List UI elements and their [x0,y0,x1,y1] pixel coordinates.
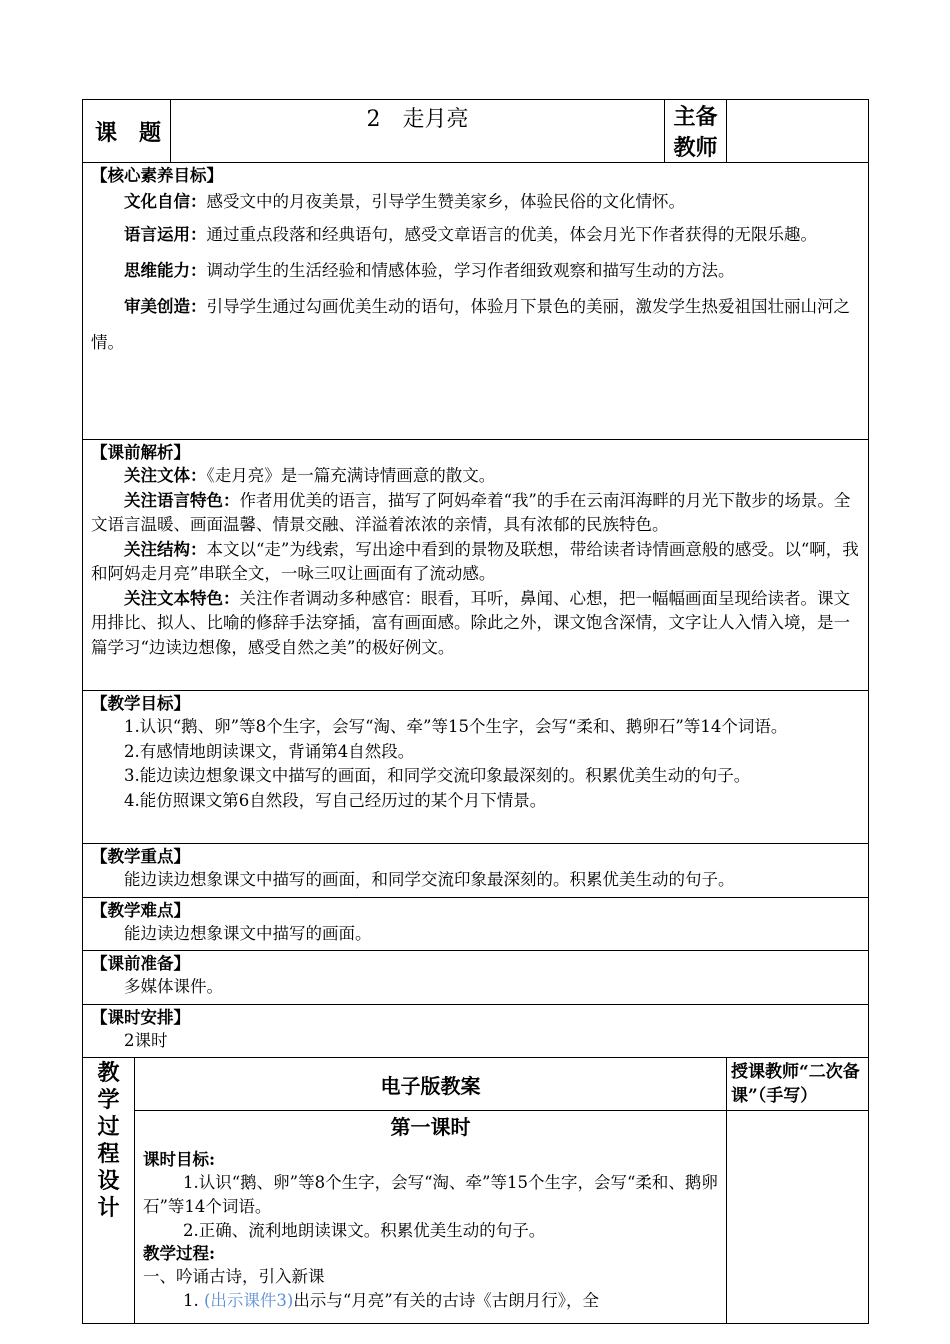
analysis-item: 关注文体：《走月亮》是一篇充满诗情画意的散文。 [124,466,496,485]
goal-item: 2.有感情地朗读课文，背诵第4自然段。 [124,741,415,761]
goal-item: 1.认识“鹅、卵”等8个生字，会写“淘、牵”等15个生字，会写“柔和、鹅卵石”等14个词语。 [124,717,788,736]
difficult-text: 能边读边想象课文中描写的画面。 [124,923,372,943]
process-step-item: 1. (出示课件3)出示与“月亮”有关的古诗《古朗月行》，全 [183,1291,599,1310]
electronic-plan-header: 电子版教案 [135,1058,727,1111]
prep-title: 【课前准备】 [91,954,190,973]
prep-section [83,951,869,1005]
goal-item: 3.能边读边想象课文中描写的画面，和同学交流印象最深刻的。积累优美生动的句子。 [124,766,751,785]
lesson-plan-sheet [82,99,868,1324]
schedule-section [83,1004,869,1058]
lesson-content [135,1111,727,1324]
courseware-link[interactable]: (出示课件3) [204,1291,294,1310]
teacher-notes-cell[interactable] [727,1111,869,1324]
analysis-cell [83,440,869,691]
goal-item: 4.能仿照课文第6自然段，写自己经历过的某个月下情景。 [124,790,547,810]
core-item: 思维能力：调动学生的生活经验和情感体验，学习作者细致观察和描写生动的方法。 [124,261,735,280]
lesson-plan-table [82,99,869,1324]
header-row [83,100,869,163]
teacher-notes-header: 授课教师“二次备课”（手写） [727,1058,869,1111]
key-text: 能边读边想象课文中描写的画面，和同学交流印象最深刻的。积累优美生动的句子。 [124,870,735,889]
objective-item: 1.认识“鹅、卵”等8个生字，会写“淘、牵”等15个生字，会写“柔和、鹅卵石”等14个词语。 [143,1173,718,1216]
objectives-label: 课时目标: [143,1150,216,1169]
topic-value: 2 走月亮 [366,107,469,132]
difficult-title: 【教学难点】 [91,900,190,920]
schedule-title: 【课时安排】 [91,1007,190,1027]
analysis-item: 关注结构：本文以“走”为线索，写出途中看到的景物及联想，带给读者诗情画意般的感受。以“啊，我和阿妈走月亮”串联全文，一咏三叹让画面有了流动感。 [91,539,859,583]
process-header-row [83,1058,869,1111]
schedule-cell [83,1004,869,1058]
analysis-section [83,440,869,691]
topic-value-cell [171,100,665,163]
topic-label: 课 题 [95,119,162,146]
goals-section [83,691,869,844]
process-side-label: 教 学 过 程 设 计 [83,1058,135,1324]
core-item: 审美创造：引导学生通过勾画优美生动的语句，体验月下景色的美丽，激发学生热爱祖国壮丽山河之情。 [91,297,850,352]
key-section [83,844,869,898]
core-item: 文化自信：感受文中的月夜美景，引导学生赞美家乡，体验民俗的文化情怀。 [124,192,685,211]
process-step: 一、吟诵古诗，引入新课 [143,1267,325,1286]
teacher-label-cell [665,100,727,163]
difficult-cell [83,897,869,951]
schedule-text: 2课时 [124,1030,168,1050]
goals-cell [83,691,869,844]
goals-title: 【教学目标】 [91,694,190,713]
process-label: 教学过程: [143,1244,216,1263]
core-section [83,163,869,440]
core-title: 【核心素养目标】 [91,166,223,185]
analysis-item: 关注文本特色：关注作者调动多种感官：眼看，耳听，鼻闻、心想，把一幅幅画面呈现给读者。课文用排比、拟人、比喻的修辞手法穿插，富有画面感。除此之外，课文饱含深情，文字让人入情入境，是一篇学习“边读边想像，感受自然之美”的极好例文。 [91,588,850,657]
objective-item: 2.正确、流利地朗读课文。积累优美生动的句子。 [183,1221,546,1240]
core-item: 语言运用：通过重点段落和经典语句，感受文章语言的优美，体会月光下作者获得的无限乐趣。 [124,225,817,244]
prep-cell [83,951,869,1005]
prep-text: 多媒体课件。 [124,977,223,996]
key-title: 【教学重点】 [91,847,190,866]
key-cell [83,844,869,898]
process-body-row [83,1111,869,1324]
core-cell [83,163,869,440]
teacher-label: 主备教师 [673,104,718,161]
teacher-value-cell [727,100,869,163]
analysis-title: 【课前解析】 [91,443,190,462]
difficult-section [83,897,869,951]
lesson-title: 第一课时 [390,1115,471,1139]
analysis-item: 关注语言特色：作者用优美的语言，描写了阿妈牵着“我”的手在云南洱海畔的月光下散步的场景。全文语言温暖、画面温馨、情景交融、洋溢着浓浓的亲情，具有浓郁的民族特色。 [91,490,851,534]
topic-label-cell [83,100,171,163]
